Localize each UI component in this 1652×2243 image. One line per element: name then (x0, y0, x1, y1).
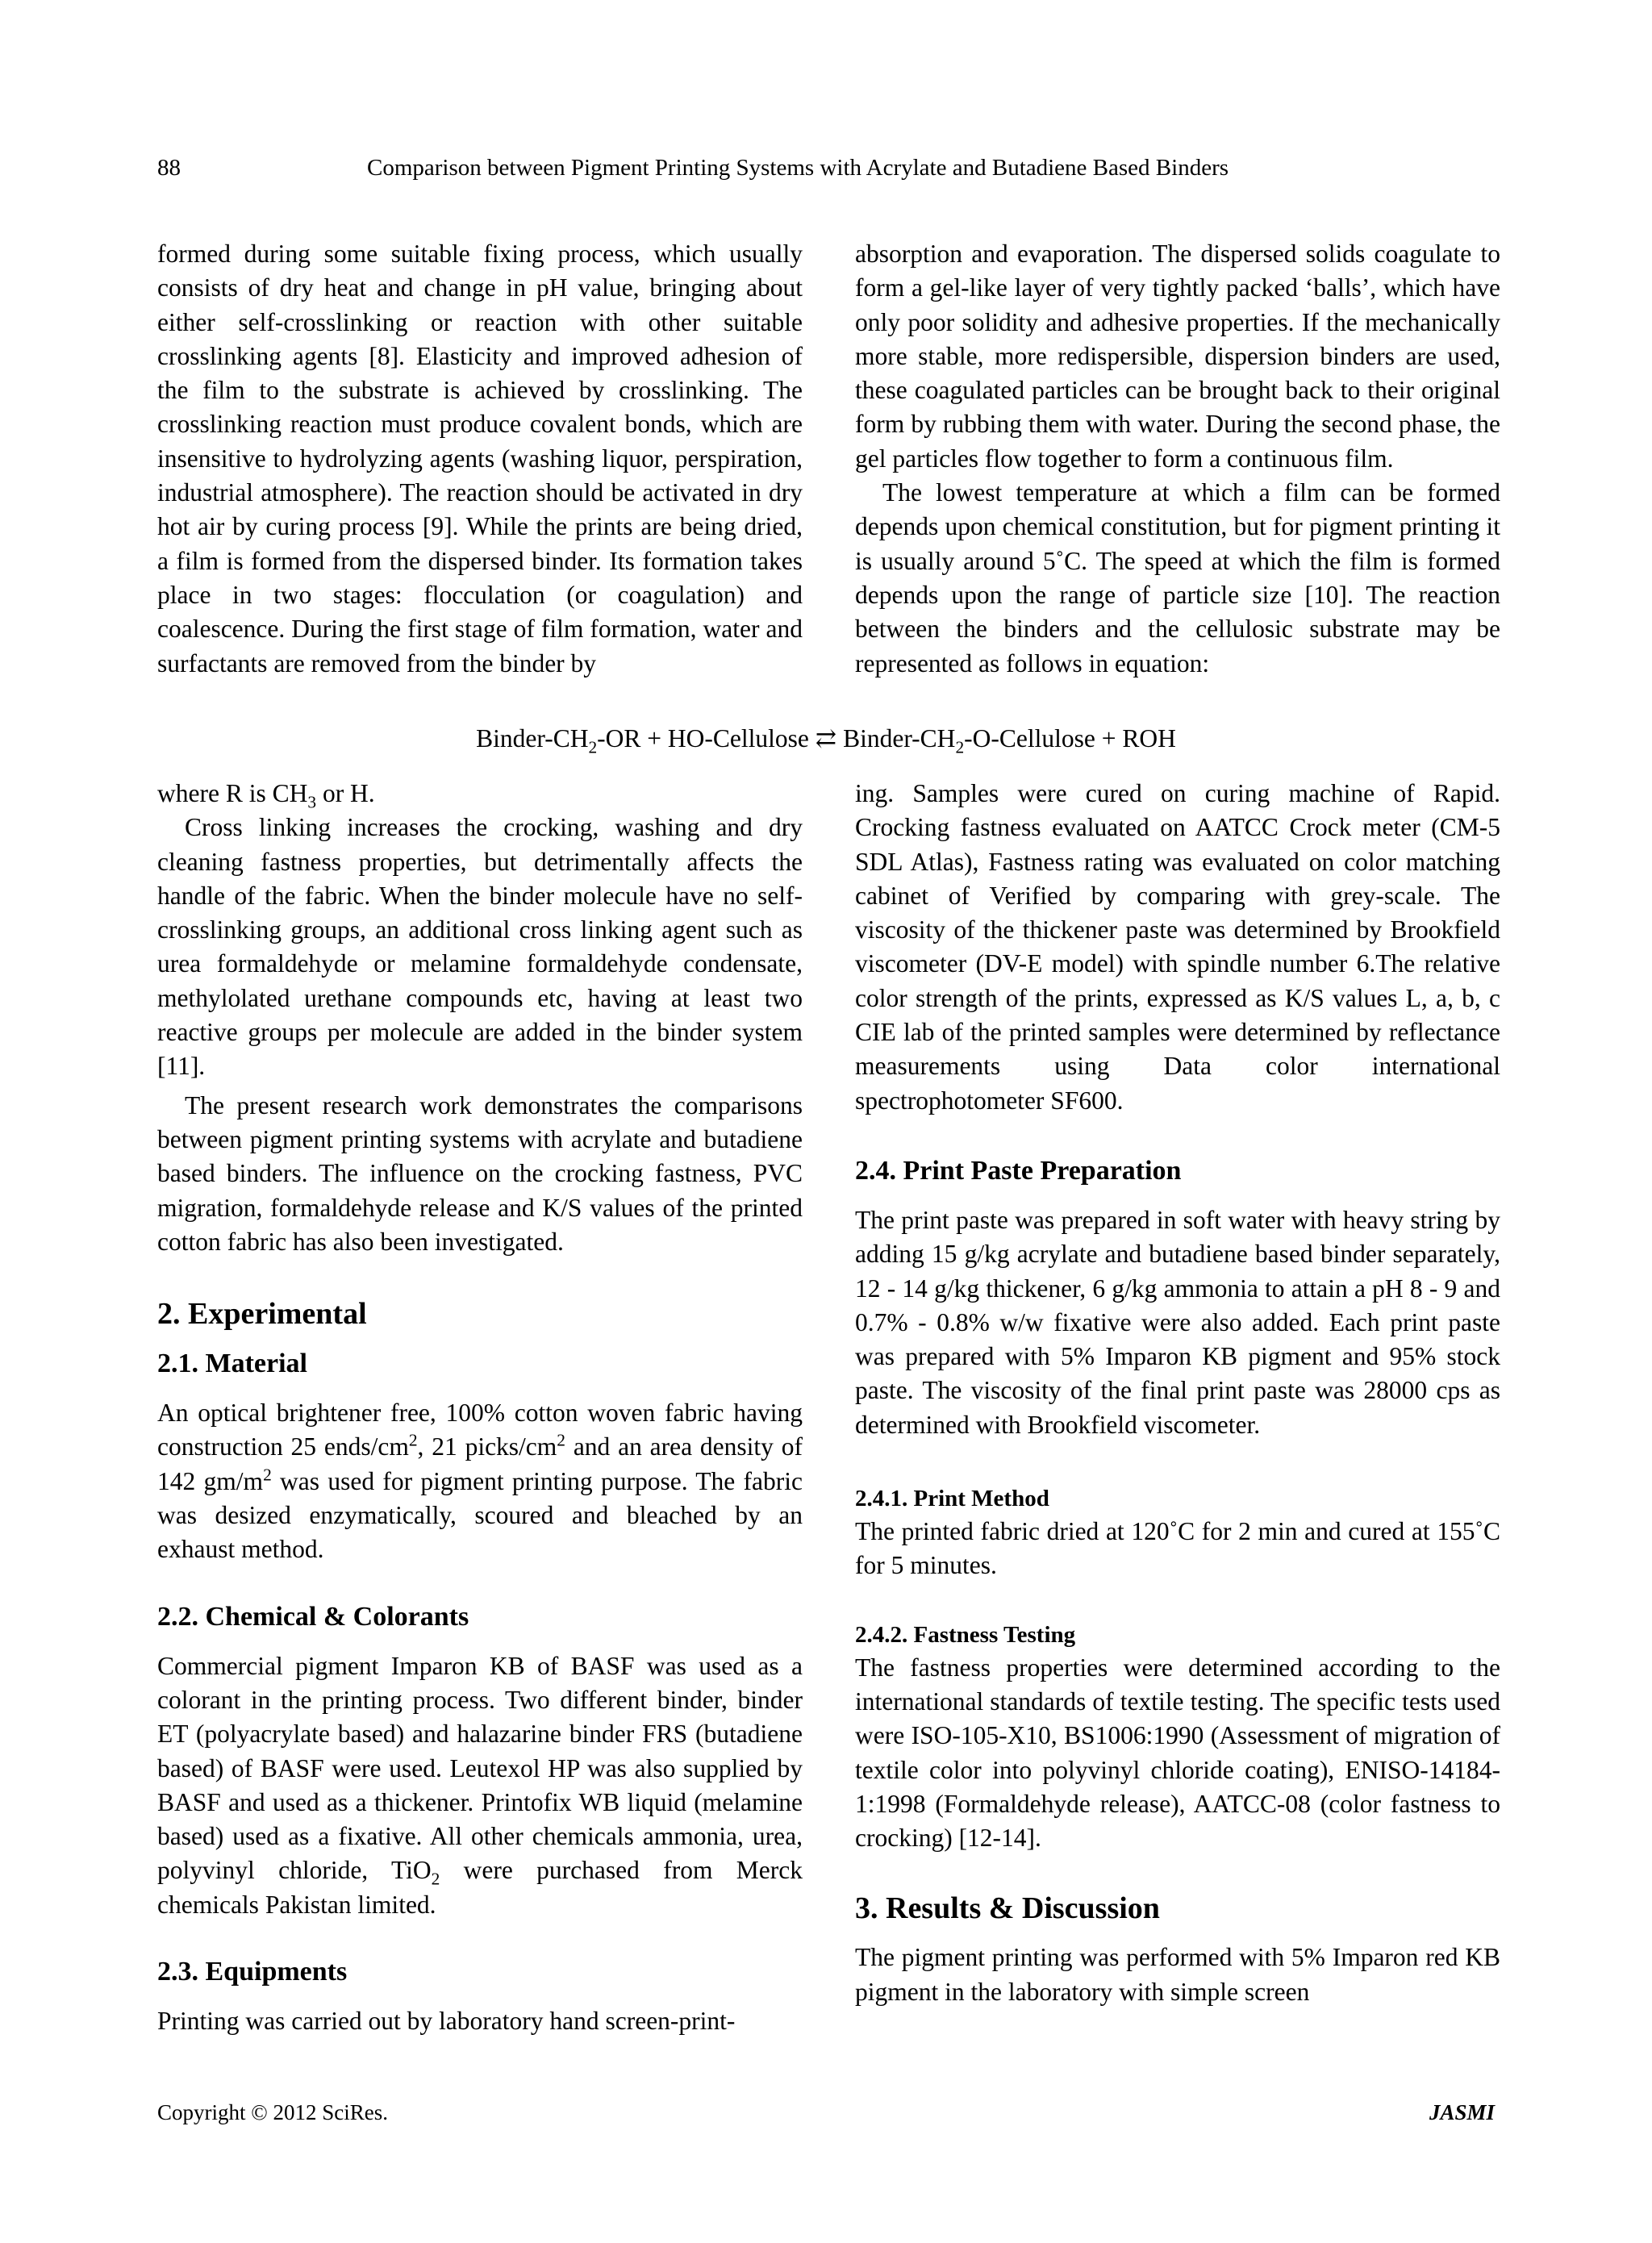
equation-rhs-part2: -O-Cellulose + ROH (964, 724, 1176, 753)
column-left-top (157, 237, 803, 681)
running-title: Comparison between Pigment Printing Systems with Acrylate and Butadiene Based Binders (367, 155, 1229, 181)
column-right-bottom (855, 777, 1500, 2009)
paragraph-results: The pigment printing was performed with 5% Imparon red KB pigment in the laboratory with simple screen (855, 1943, 1500, 2006)
equation-subscript-1: 2 (588, 737, 598, 757)
chemical-text-2: were purchased from Merck chemicals Pakistan limited. (157, 1856, 803, 1919)
paragraph-coagulation: absorption and evaporation. The dispersed solids coagulate to form a gel-like layer of very tightly packed ‘balls’, which have only poor solidity and adhesive properties. If the mechanically more stable, more redispersible, dispersion binders are used, these coagulated particles can be brought back to their original form by rubbing them with water. During the second phase, the gel particles flow together to form a continuous film. (855, 240, 1500, 473)
column-right-top (855, 237, 1500, 681)
material-text-1: An optical brightener free, 100% cotton woven fabric having construction 25 ends/cm (157, 1399, 803, 1461)
equilibrium-arrow-icon: ⇄ (815, 724, 837, 753)
page-number: 88 (157, 155, 181, 181)
heading-equipments: 2.3. Equipments (157, 1957, 348, 1987)
footer-journal: JASMI (1429, 2100, 1495, 2124)
column-left-bottom (157, 777, 803, 2038)
paragraph-crosslinking: Cross linking increases the crocking, washing and dry cleaning fastness properties, but detrimentally affects the handle of the fabric. When the binder molecule have no self-crosslinking groups, an additional cross linking agent such as urea formaldehyde or melamine formaldehyde condensate, methylolated urethane compounds etc, having at least two reactive groups per molecule are added in the binder system [11]. (157, 813, 803, 1081)
reaction-equation (0, 724, 1652, 757)
paragraph-chemical (157, 1649, 803, 1922)
equation-lhs-part1: Binder-CH (476, 724, 589, 753)
footer-copyright: Copyright © 2012 SciRes. (157, 2100, 389, 2124)
heading-material: 2.1. Material (157, 1349, 307, 1379)
equation-subscript-2: 2 (955, 737, 965, 757)
heading-fastness-testing: 2.4.2. Fastness Testing (855, 1621, 1076, 1648)
material-superscript-3: 2 (263, 1465, 272, 1485)
equation-rhs-part1: Binder-CH (843, 724, 956, 753)
paragraph-present-research: The present research work demonstrates the comparisons between pigment printing systems with acrylate and butadiene based binders. The influence on the crocking fastness, PVC migration, formaldehyde release and K/S values of the printed cotton fabric has also been investigated. (157, 1090, 803, 1256)
paragraph-film-formation: formed during some suitable fixing process, which usually consists of dry heat and change in pH value, bringing about either self-crosslinking or reaction with other suitable crosslinking agents [8]. Elasticity and improved adhesion of the film to the substrate is achieved by crosslinking. The crosslinking reaction must produce covalent bonds, which are insensitive to hydrolyzing agents (washing liquor, perspiration, industrial atmosphere). The reaction should be activated in dry hot air by curing process [9]. While the prints are being dried, a film is formed from the dispersed binder. Its formation takes place in two stages: flocculation (or coagulation) and coalescence. During the first stage of film formation, water and surfactants are removed from the binder by (157, 240, 803, 677)
paragraph-film-temperature: The lowest temperature at which a film can be formed depends upon chemical constitution, but for pigment printing it is usually around 5˚C. The speed at which the film is formed depends upon the range of particle size [10]. The reaction between the binders and the cellulosic substrate may be represented as follows in equation: (855, 478, 1500, 677)
paragraph-print-paste: The print paste was prepared in soft water with heavy string by adding 15 g/kg acrylate and butadiene based binder separately, 12 - 14 g/kg thickener, 6 g/kg ammonia to attain a pH 8 - 9 and 0.7% - 0.8% w/w fixative were also added. Each print paste was prepared with 5% Imparon KB pigment and 95% stock paste. The viscosity of the final print paste was 28000 cps as determined with Brookfield viscometer. (855, 1205, 1500, 1439)
paragraph-fastness: The fastness properties were determined according to the international standards of textile testing. The specific tests used were ISO-105-X10, BS1006:1990 (Assessment of migration of textile color into polyvinyl chloride coating), ENISO-14184-1:1998 (Formaldehyde release), AATCC-08 (color fastness to crocking) [12-14]. (855, 1653, 1500, 1853)
where-subscript: 3 (307, 792, 317, 812)
heading-experimental: 2. Experimental (157, 1297, 367, 1332)
chemical-subscript: 2 (431, 1869, 440, 1889)
heading-print-method: 2.4.1. Print Method (855, 1486, 1049, 1512)
material-superscript-2: 2 (557, 1430, 565, 1450)
paragraph-material (157, 1396, 803, 1566)
equation-lhs-part2: -OR + HO-Cellulose (597, 724, 809, 753)
paragraph-where-r (157, 777, 803, 811)
material-text-4: was used for pigment printing purpose. The fabric was desized enzymatically, scoured and bleached by an exhaust method. (157, 1466, 803, 1564)
paragraph-equipment-cont: ing. Samples were cured on curing machine of Rapid. Crocking fastness evaluated on AATCC Crock meter (CM-5 SDL Atlas), Fastness rating was evaluated on color matching cabinet of Verified by comparing with grey-scale. The viscosity of the thickener paste was determined by Brookfield viscometer (DV-E model) with spindle number 6.The relative color strength of the prints, expressed as K/S values L, a, b, c CIE lab of the printed samples were determined by reflectance measurements using Data color international spectrophotometer SF600. (855, 779, 1500, 1115)
paragraph-print-method: The printed fabric dried at 120˚C for 2 min and cured at 155˚C for 5 minutes. (855, 1517, 1500, 1580)
material-text-2: , 21 picks/cm (417, 1432, 557, 1461)
chemical-text-1: Commercial pigment Imparon KB of BASF was used as a colorant in the printing process. Two different binder, binder ET (polyacrylate based) and halazarine binder FRS (butadiene based) of BASF were used. Leutexol HP was also supplied by BASF and used as a thickener. Printofix WB liquid (melamine based) used as a fixative. All other chemicals ammonia, urea, polyvinyl chloride, TiO (157, 1651, 803, 1885)
heading-chemical-colorants: 2.2. Chemical & Colorants (157, 1601, 469, 1632)
material-text-3: and an area density of 142 gm/m (157, 1432, 803, 1495)
heading-print-paste: 2.4. Print Paste Preparation (855, 1155, 1182, 1186)
where-text: where R is CH (157, 779, 308, 807)
where-text-end: or H. (316, 779, 375, 807)
material-superscript-1: 2 (408, 1430, 418, 1450)
heading-results: 3. Results & Discussion (855, 1891, 1160, 1926)
paragraph-equipments: Printing was carried out by laboratory hand screen-print- (157, 2007, 736, 2036)
